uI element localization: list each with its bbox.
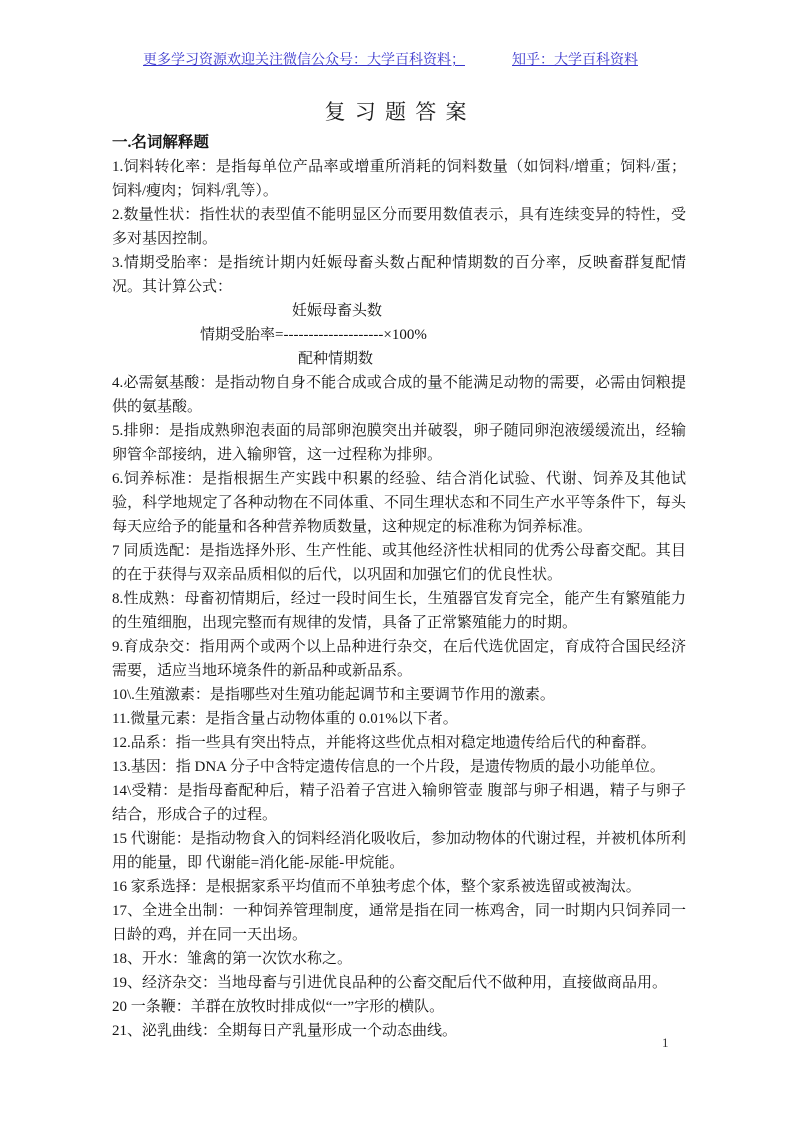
definition-item: 21、泌乳曲线：全期每日产乳量形成一个动态曲线。 — [112, 1023, 458, 1039]
formula-fraction-bar: -------------------- — [283, 327, 384, 343]
formula-equation — [112, 323, 686, 347]
definition-list-part1 — [112, 155, 686, 299]
definition-list-part2 — [112, 371, 686, 1043]
definition-item: 14\受精：是指母畜配种后，精子沿着子宫进入输卵管壶 腹部与卵子相遇，精子与卵子结合，形成合子的过程。 — [112, 783, 686, 823]
definition-item: 2.数量性状：指性状的表型值不能明显区分而要用数值表示，具有连续变异的特性，受多对基因控制。 — [112, 207, 686, 247]
wechat-public-account-link[interactable]: 更多学习资源欢迎关注微信公众号：大学百科资料； — [143, 53, 465, 68]
definition-item: 4.必需氨基酸：是指动物自身不能合成或合成的量不能满足动物的需要，必需由饲粮提供的氨基酸。 — [112, 375, 686, 415]
definition-item: 16 家系选择：是根据家系平均值而不单独考虑个体，整个家系被选留或被淘汰。 — [112, 879, 641, 895]
formula-numerator: 妊娠母畜头数 — [292, 303, 383, 319]
definition-item: 11.微量元素：是指含量占动物体重的 0.01%以下者。 — [112, 711, 458, 727]
definition-item: 17、全进全出制：一种饲养管理制度，通常是指在同一栋鸡舍，同一时期内只饲养同一日龄的鸡，并在同一天出场。 — [112, 903, 686, 943]
formula-multiplier: ×100% — [383, 327, 427, 343]
definition-item: 20 一条鞭：羊群在放牧时排成似“一”字形的横队。 — [112, 999, 445, 1015]
definition-item: 1.饲料转化率：是指每单位产品率或增重所消耗的饲料数量（如饲料/增重；饲料/蛋；饲料/瘦肉；饲料/乳等）。 — [112, 159, 686, 199]
formula-block — [112, 299, 686, 371]
definition-item: 12.品系：指一些具有突出特点，并能将这些优点相对稳定地遗传给后代的种畜群。 — [112, 735, 656, 751]
definition-item: 5.排卵：是指成熟卵泡表面的局部卵泡膜突出并破裂，卵子随同卵泡液缓缓流出，经输卵管伞部接纳，进入输卵管，这一过程称为排卵。 — [112, 423, 686, 463]
definition-item: 8.性成熟：母畜初情期后，经过一段时间生长，生殖器官发育完全，能产生有繁殖能力的生殖细胞，出现完整而有规律的发情，具备了正常繁殖能力的时期。 — [112, 591, 686, 631]
document-body — [112, 131, 686, 1043]
definition-item: 6.饲养标准：是指根据生产实践中积累的经验、结合消化试验、代谢、饲养及其他试验，科学地规定了各种动物在不同体重、不同生理状态和不同生产水平等条件下，每头每天应给予的能量和各种营养物质数量，这种规定的标准称为饲养标准。 — [112, 471, 686, 535]
definition-item: 15 代谢能：是指动物食入的饲料经消化吸收后，参加动物体的代谢过程，并被机体所利用的能量，即 代谢能=消化能-尿能-甲烷能。 — [112, 831, 686, 871]
page-number: 1 — [662, 1035, 669, 1050]
definition-item: 3.情期受胎率：是指统计期内妊娠母畜头数占配种情期数的百分率，反映畜群复配情况。其计算公式： — [112, 255, 686, 295]
definition-item: 7 同质选配：是指选择外形、生产性能、或其他经济性状相同的优秀公母畜交配。其目的在于获得与双亲品质相似的后代，以巩固和加强它们的优良性状。 — [112, 543, 686, 583]
section-heading: 一.名词解释题 — [112, 134, 209, 151]
header-links — [143, 51, 638, 71]
page-title: 复 习 题 答 案 — [324, 100, 469, 124]
definition-item: 18、开水：雏禽的第一次饮水称之。 — [112, 951, 353, 967]
definition-item: 10\.生殖激素：是指哪些对生殖功能起调节和主要调节作用的激素。 — [112, 687, 555, 703]
formula-lhs: 情期受胎率= — [200, 327, 284, 343]
definition-item: 19、经济杂交：当地母畜与引进优良品种的公畜交配后代不做种用，直接做商品用。 — [112, 975, 668, 991]
zhihu-link[interactable]: 知乎：大学百科资料 — [512, 53, 638, 68]
definition-item: 13.基因：指 DNA 分子中含特定遗传信息的一个片段，是遗传物质的最小功能单位。 — [112, 759, 665, 775]
formula-denominator: 配种情期数 — [298, 351, 374, 367]
definition-item: 9.育成杂交：指用两个或两个以上品种进行杂交，在后代选优固定，育成符合国民经济需要，适应当地环境条件的新品种或新品系。 — [112, 639, 686, 679]
